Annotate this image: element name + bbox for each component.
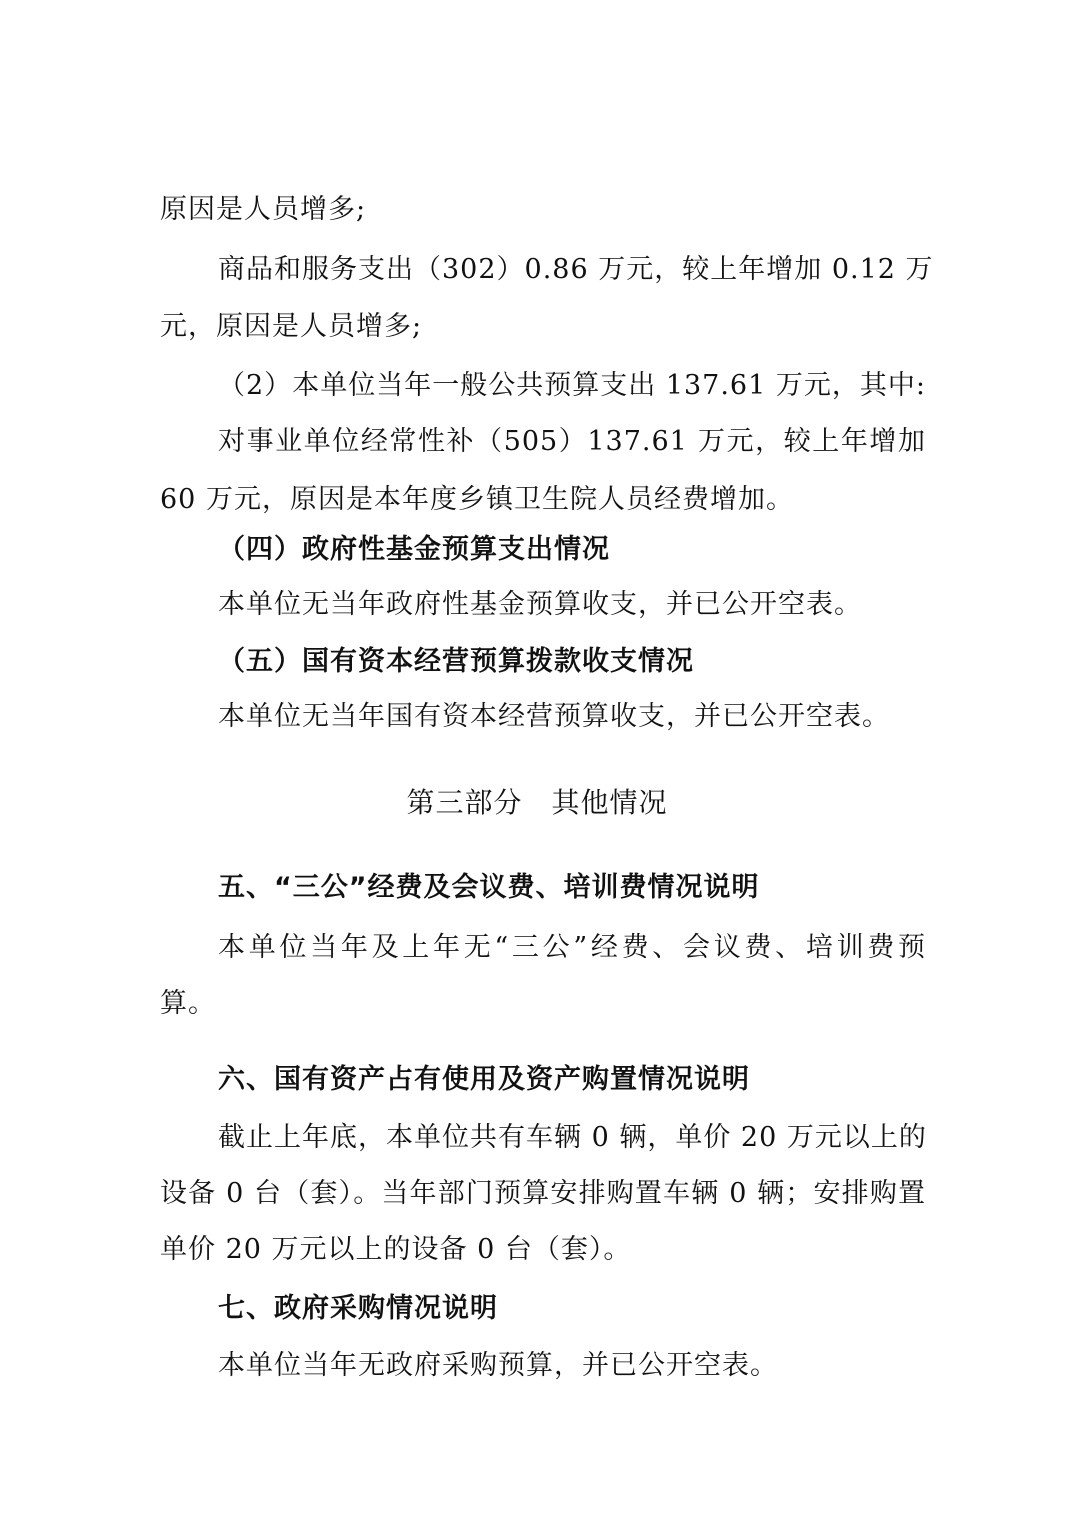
paragraph-line: 本单位无当年国有资本经营预算收支，并已公开空表。 xyxy=(218,701,890,732)
section-heading: 六、国有资产占有使用及资产购置情况说明 xyxy=(218,1064,750,1095)
paragraph-line: 对事业单位经常性补（505）137.61 万元，较上年增加 xyxy=(218,426,926,457)
paragraph-line: （2）本单位当年一般公共预算支出 137.61 万元，其中: xyxy=(218,370,926,401)
paragraph-line: 60 万元，原因是本年度乡镇卫生院人员经费增加。 xyxy=(160,484,794,515)
paragraph-line: 本单位无当年政府性基金预算收支，并已公开空表。 xyxy=(218,589,862,620)
paragraph-line: 商品和服务支出（302）0.86 万元，较上年增加 0.12 万 xyxy=(218,254,934,285)
section-heading: （四）政府性基金预算支出情况 xyxy=(218,534,610,565)
section-heading: （五）国有资本经营预算拨款收支情况 xyxy=(218,646,694,677)
section-heading: 五、“三公”经费及会议费、培训费情况说明 xyxy=(218,872,760,903)
section-heading: 七、政府采购情况说明 xyxy=(218,1293,498,1324)
paragraph-line: 截止上年底，本单位共有车辆 0 辆，单价 20 万元以上的 xyxy=(218,1122,927,1153)
paragraph-line: 本单位当年及上年无“三公”经费、会议费、培训费预 xyxy=(218,932,926,963)
paragraph-line: 原因是人员增多; xyxy=(160,194,367,225)
paragraph-line: 单价 20 万元以上的设备 0 台（套）。 xyxy=(160,1234,632,1265)
paragraph-line: 本单位当年无政府采购预算，并已公开空表。 xyxy=(218,1350,778,1381)
paragraph-line: 设备 0 台（套）。当年部门预算安排购置车辆 0 辆；安排购置 xyxy=(160,1178,926,1209)
part-title: 第三部分 其他情况 xyxy=(406,786,668,819)
paragraph-line: 算。 xyxy=(160,988,216,1019)
paragraph-line: 元，原因是人员增多; xyxy=(160,311,423,342)
